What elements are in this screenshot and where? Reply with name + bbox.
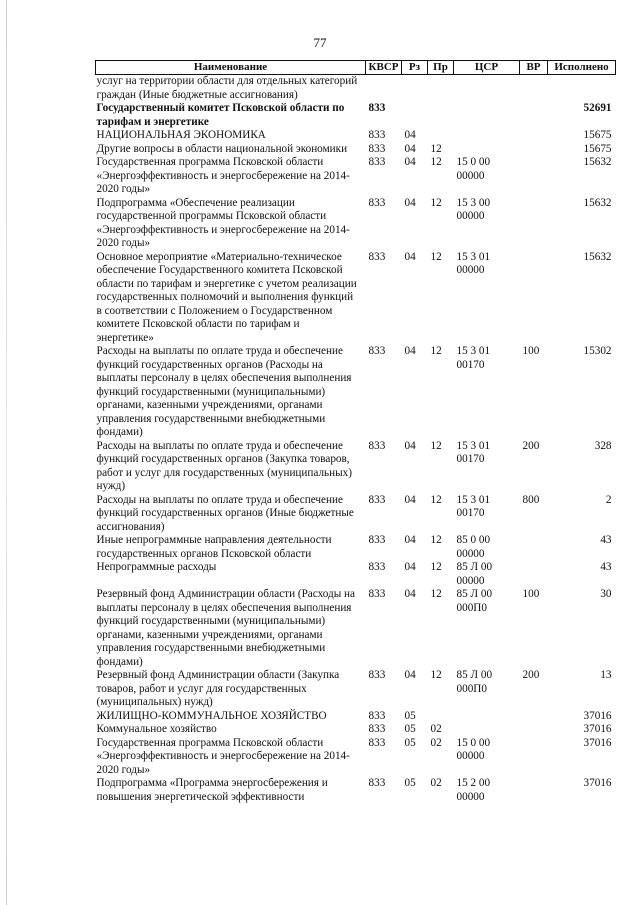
cell-csr bbox=[454, 75, 520, 103]
scan-edge bbox=[6, 0, 7, 905]
cell-name: Другие вопросы в области национальной экономики bbox=[96, 142, 348, 155]
header-kvsr: КВСР bbox=[366, 61, 402, 75]
cell-rz: 04 bbox=[404, 345, 416, 357]
cell-pr: 02 bbox=[430, 736, 442, 749]
cell-done: 15302 bbox=[583, 345, 612, 357]
cell-kvsr bbox=[366, 75, 402, 103]
cell-csr: 85 Л 00 000П0 bbox=[456, 588, 493, 614]
cell-csr bbox=[454, 723, 520, 737]
cell-rz: 04 bbox=[404, 588, 416, 600]
cell-csr: 15 0 00 00000 bbox=[456, 736, 491, 762]
cell-name: Государственный комитет Псковской области по тарифам и энергетике bbox=[96, 102, 345, 128]
header-csr: ЦСР bbox=[454, 61, 520, 75]
cell-kvsr: 833 bbox=[368, 129, 386, 141]
cell-vr bbox=[520, 534, 548, 561]
header-name: Наименование bbox=[96, 61, 366, 75]
cell-kvsr: 833 bbox=[368, 709, 386, 722]
cell-rz: 04 bbox=[404, 129, 416, 141]
cell-name: Непрограммные расходы bbox=[96, 561, 217, 573]
cell-done: 52691 bbox=[583, 102, 612, 114]
table-row bbox=[96, 143, 616, 157]
cell-vr: 100 bbox=[522, 588, 540, 600]
cell-rz: 04 bbox=[404, 196, 416, 209]
cell-rz: 04 bbox=[404, 669, 416, 681]
cell-done bbox=[548, 75, 616, 103]
table-row bbox=[96, 669, 616, 710]
cell-csr bbox=[454, 143, 520, 157]
cell-rz: 04 bbox=[404, 142, 416, 155]
header-done: Исполнено bbox=[548, 61, 616, 75]
cell-name: ЖИЛИЩНО-КОММУНАЛЬНОЕ ХОЗЯЙСТВО bbox=[96, 709, 327, 722]
cell-rz: 04 bbox=[404, 439, 416, 452]
cell-kvsr: 833 bbox=[368, 142, 386, 155]
cell-kvsr: 833 bbox=[368, 250, 386, 263]
cell-name: Основное мероприятие «Материально-техническое обеспечение Государственного комитета Псковской области по тарифам и энергетике с учетом реализации государственных полномочий и выполнения функций в соответствии с Положением о Государственном комитете Псковской области по тарифам и энергетике» bbox=[96, 250, 357, 344]
cell-kvsr: 833 bbox=[368, 736, 386, 749]
cell-pr: 12 bbox=[430, 250, 442, 263]
cell-kvsr: 833 bbox=[368, 156, 386, 168]
header-rz: Рз bbox=[402, 61, 428, 75]
cell-pr: 12 bbox=[430, 142, 442, 155]
cell-vr bbox=[520, 75, 548, 103]
cell-pr: 12 bbox=[430, 561, 442, 573]
cell-csr: 15 3 01 00170 bbox=[456, 439, 491, 465]
cell-pr bbox=[428, 129, 454, 143]
cell-csr: 15 3 01 00000 bbox=[456, 250, 491, 276]
cell-vr bbox=[520, 737, 548, 778]
cell-pr: 12 bbox=[430, 493, 442, 506]
cell-csr: 85 0 00 00000 bbox=[456, 534, 491, 560]
cell-done: 37016 bbox=[583, 709, 612, 722]
table-header-row bbox=[96, 61, 616, 75]
table-row bbox=[96, 737, 616, 778]
cell-kvsr: 833 bbox=[368, 196, 386, 209]
cell-csr bbox=[454, 129, 520, 143]
cell-csr: 85 Л 00 00000 bbox=[456, 561, 493, 587]
cell-kvsr: 833 bbox=[368, 493, 386, 506]
table-row bbox=[96, 777, 616, 804]
cell-rz: 04 bbox=[404, 534, 416, 546]
cell-pr: 12 bbox=[430, 669, 442, 681]
table-row bbox=[96, 588, 616, 669]
table-row bbox=[96, 494, 616, 535]
cell-csr: 15 3 01 00170 bbox=[456, 345, 491, 371]
cell-vr bbox=[520, 251, 548, 346]
cell-name: Расходы на выплаты по оплате труда и обеспечение функций государственных органов (Иные бюджетные ассигнования) bbox=[96, 493, 354, 533]
cell-vr bbox=[520, 197, 548, 251]
cell-pr: 12 bbox=[430, 588, 442, 600]
cell-vr bbox=[520, 561, 548, 588]
table-row bbox=[96, 75, 616, 103]
cell-done: 37016 bbox=[583, 777, 612, 789]
cell-kvsr: 833 bbox=[368, 102, 386, 114]
cell-vr: 200 bbox=[522, 439, 540, 452]
cell-done: 15632 bbox=[583, 196, 612, 209]
cell-name: Подпрограмма «Программа энергосбережения и повышения энергетической эффективности bbox=[96, 777, 328, 803]
table-row bbox=[96, 723, 616, 737]
cell-kvsr: 833 bbox=[368, 588, 386, 600]
cell-rz bbox=[402, 75, 428, 103]
header-vr: ВР bbox=[520, 61, 548, 75]
cell-done: 13 bbox=[600, 669, 612, 681]
cell-csr bbox=[454, 102, 520, 129]
cell-pr bbox=[428, 75, 454, 103]
cell-name: Иные непрограммные направления деятельности государственных органов Псковской области bbox=[96, 534, 332, 560]
cell-done: 15632 bbox=[583, 156, 612, 168]
cell-pr: 12 bbox=[430, 439, 442, 452]
cell-vr bbox=[520, 723, 548, 737]
cell-csr: 15 3 01 00170 bbox=[456, 493, 491, 519]
cell-vr bbox=[520, 102, 548, 129]
table-row bbox=[96, 129, 616, 143]
cell-name: Государственная программа Псковской области «Энергоэффективность и энергосбережение на 2014-2020 годы» bbox=[96, 736, 350, 776]
table-row bbox=[96, 534, 616, 561]
header-pr: Пр bbox=[428, 61, 454, 75]
cell-rz: 05 bbox=[404, 736, 416, 749]
cell-vr bbox=[520, 129, 548, 143]
table-row bbox=[96, 156, 616, 197]
cell-kvsr: 833 bbox=[368, 777, 386, 789]
cell-name: Резервный фонд Администрации области (Закупка товаров, работ и услуг для государственных (муниципальных) нужд) bbox=[96, 669, 340, 708]
cell-name: Расходы на выплаты по оплате труда и обеспечение функций государственных органов (Расходы на выплаты персоналу в целях обеспечения выполнения функций государственными (муниципальными) органами, казенными учреждениями, органами управления государственными внебюджетными фондами) bbox=[96, 345, 352, 438]
cell-done: 328 bbox=[594, 439, 612, 452]
table-row bbox=[96, 102, 616, 129]
cell-rz: 05 bbox=[404, 777, 416, 789]
cell-csr: 85 Л 00 000П0 bbox=[456, 669, 493, 695]
cell-name: Государственная программа Псковской области «Энергоэффективность и энергосбережение на 2014-2020 годы» bbox=[96, 156, 350, 195]
cell-pr: 12 bbox=[430, 534, 442, 546]
cell-vr bbox=[520, 777, 548, 804]
cell-rz: 04 bbox=[404, 250, 416, 263]
cell-name: Подпрограмма «Обеспечение реализации государственной программы Псковской области «Энергоэффективность и энергосбережение на 2014-2020 годы» bbox=[96, 196, 350, 249]
table-row bbox=[96, 345, 616, 440]
cell-kvsr: 833 bbox=[368, 439, 386, 452]
cell-kvsr: 833 bbox=[368, 561, 386, 573]
cell-name: Коммунальное хозяйство bbox=[96, 723, 217, 735]
cell-done: 43 bbox=[600, 534, 612, 546]
cell-csr bbox=[454, 710, 520, 724]
cell-rz: 05 bbox=[404, 723, 416, 735]
cell-done: 30 bbox=[600, 588, 612, 600]
table-row bbox=[96, 197, 616, 251]
cell-kvsr: 833 bbox=[368, 669, 386, 681]
cell-csr: 15 3 00 00000 bbox=[456, 196, 491, 222]
cell-kvsr: 833 bbox=[368, 345, 386, 357]
cell-vr: 100 bbox=[522, 345, 540, 357]
cell-rz: 04 bbox=[404, 493, 416, 506]
cell-name: Расходы на выплаты по оплате труда и обеспечение функций государственных органов (Закупка товаров, работ и услуг для государственных (муниципальных) нужд) bbox=[96, 439, 352, 492]
cell-done: 43 bbox=[600, 561, 612, 573]
budget-table bbox=[95, 60, 616, 804]
cell-pr: 12 bbox=[430, 345, 442, 357]
table-row bbox=[96, 251, 616, 346]
cell-vr bbox=[520, 156, 548, 197]
cell-vr bbox=[520, 143, 548, 157]
cell-rz: 05 bbox=[404, 709, 416, 722]
cell-pr bbox=[428, 102, 454, 129]
cell-pr: 12 bbox=[430, 156, 442, 168]
cell-done: 37016 bbox=[583, 723, 612, 735]
cell-name: услуг на территории области для отдельных категорий граждан (Иные бюджетные ассигнования) bbox=[96, 75, 358, 101]
cell-kvsr: 833 bbox=[368, 534, 386, 546]
table-row bbox=[96, 710, 616, 724]
cell-kvsr: 833 bbox=[368, 723, 386, 735]
cell-vr bbox=[520, 710, 548, 724]
cell-pr: 02 bbox=[430, 723, 442, 735]
cell-done: 15675 bbox=[583, 142, 612, 155]
table-body bbox=[96, 75, 616, 805]
cell-pr bbox=[428, 710, 454, 724]
cell-pr: 02 bbox=[430, 777, 442, 789]
cell-csr: 15 0 00 00000 bbox=[456, 156, 491, 182]
cell-name: НАЦИОНАЛЬНАЯ ЭКОНОМИКА bbox=[96, 129, 266, 141]
table-row bbox=[96, 561, 616, 588]
cell-rz: 04 bbox=[404, 561, 416, 573]
cell-csr: 15 2 00 00000 bbox=[456, 777, 491, 803]
cell-rz bbox=[402, 102, 428, 129]
cell-vr: 200 bbox=[522, 669, 540, 681]
cell-name: Резервный фонд Администрации области (Расходы на выплаты персоналу в целях обеспечения выполнения функций государственными (муниципальными) органами, казенными учреждениями, органами управления государственными внебюджетными фондами) bbox=[96, 588, 355, 668]
table-row bbox=[96, 440, 616, 494]
page-number: 77 bbox=[313, 35, 327, 50]
cell-done: 15675 bbox=[583, 129, 612, 141]
cell-rz: 04 bbox=[404, 156, 416, 168]
cell-done: 15632 bbox=[583, 250, 612, 263]
cell-done: 2 bbox=[605, 493, 612, 506]
cell-done: 37016 bbox=[583, 736, 612, 749]
cell-vr: 800 bbox=[522, 493, 540, 506]
cell-pr: 12 bbox=[430, 196, 442, 209]
